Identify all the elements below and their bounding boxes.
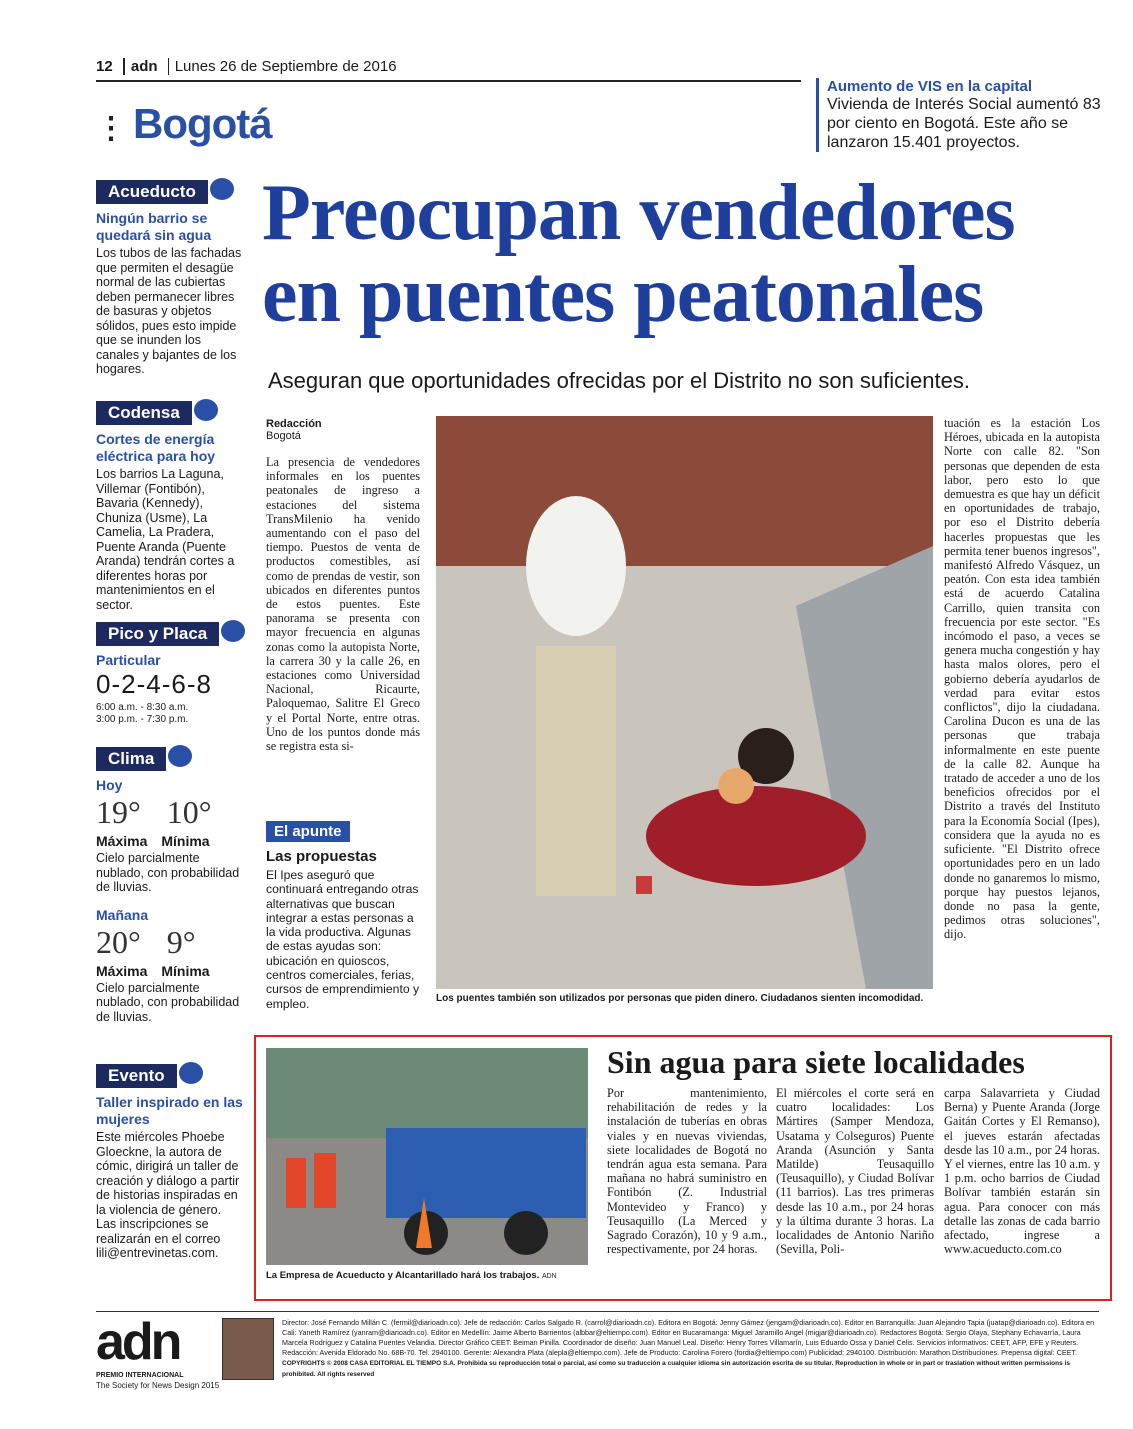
sidebar-codensa	[96, 401, 244, 612]
codensa-sub: Cortes de energía eléctrica para hoy	[96, 431, 216, 464]
apunte-title: Las propuestas	[266, 848, 377, 865]
brand-label: adn	[130, 58, 158, 75]
header-rule	[96, 80, 801, 82]
water-truck-image	[266, 1048, 588, 1265]
page-header	[96, 58, 397, 75]
chat-bubble-icon	[210, 178, 234, 200]
article-column-1: La presencia de vendedores informales en los puentes peatonales de ingreso a estaciones del sistema TransMilenio ha venido aumentando con el paso del tiempo. Puestos de venta de productos comestibles, así como de prendas de vestir, son ubicados en diferentes puntos de estos puentes. Este panorama se presenta con mayor frecuencia en algunas zonas como la autopista Norte, la carrera 30 y la calle 26, en estaciones como Universidad Nacional, Ricaurte, Paloquemao, Salitre El Greco y el Portal Norte, entre otras. Uno de los puntos donde más se registra esta si-	[266, 455, 420, 754]
sidebar-clima	[96, 747, 244, 1024]
codensa-text: Los barrios La Laguna, Villemar (Fontibón), Bavaria (Kennedy), Chuniza (Usme), La Camelia, La Pradera, Puente Aranda (Puente Aranda) tendrán cortes a diferentes horas por mantenimientos en el sector.	[96, 467, 235, 612]
evento-sub: Taller inspirado en las mujeres	[96, 1094, 243, 1127]
chat-bubble-icon	[194, 399, 218, 421]
section-dots-icon: ⋮	[96, 112, 125, 145]
byline: Redacción Bogotá	[266, 418, 322, 442]
manana-forecast: Cielo parcialmente nublado, con probabilidad de lluvias.	[96, 980, 240, 1024]
pico-hours-1: 6:00 a.m. - 8:30 a.m.	[96, 702, 189, 713]
min-label: Mínima	[161, 962, 210, 979]
water-photo	[266, 1048, 588, 1265]
sidebar-pico-placa	[96, 622, 244, 726]
acueducto-text: Los tubos de las fachadas que permiten el desagüe normal de las cubiertas deben permanecer libres de basuras y objetos sólidos, pues esto impide que se inunden los canales y bajantes de los hogares.	[96, 246, 242, 376]
chat-bubble-icon	[168, 745, 192, 767]
manana-max-temp: 20°	[96, 923, 141, 960]
apunte-label: El apunte	[266, 821, 350, 842]
main-photo	[436, 416, 933, 989]
clima-manana-label: Mañana	[96, 906, 149, 923]
pico-sub: Particular	[96, 652, 161, 668]
pico-numbers: 0-2-4-6-8	[96, 669, 212, 699]
vis-text: Vivienda de Interés Social aumentó 83 por ciento en Bogotá. Este año se lanzaron 15.401 proyectos.	[827, 96, 1101, 151]
award-line-1: PREMIO INTERNACIONAL	[96, 1372, 184, 1379]
manana-min-temp: 9°	[166, 923, 196, 960]
award-portrait-image	[222, 1318, 274, 1380]
max-label: Máxima	[96, 962, 148, 979]
evento-text: Este miércoles Phoebe Gloeckne, la autora de cómic, dirigirá un taller de creación y diálogo a partir de historias inspiradas en la violencia de género. Las inscripciones se realizarán en el correo lili@entrevinetas.com.	[96, 1130, 240, 1260]
clima-hoy-label: Hoy	[96, 777, 123, 793]
chat-bubble-icon	[179, 1062, 203, 1084]
water-title: Sin agua para siete localidades	[607, 1044, 1025, 1080]
page-number: 12	[96, 58, 113, 75]
vis-brief	[816, 78, 1107, 152]
hoy-max-temp: 19°	[96, 794, 141, 830]
award-line-2: The Society for News Design 2015	[96, 1381, 220, 1390]
bridge-scene-image	[436, 416, 933, 989]
evento-head: Evento	[96, 1064, 177, 1088]
min-label: Mínima	[161, 833, 210, 849]
footer-rule	[96, 1311, 1099, 1312]
footer-logo: adn	[96, 1313, 180, 1371]
footer-credits: Director: José Fernando Millán C. (fermil@diarioadn.co). Jefe de redacción: Carlos Salgado R. (carrol@diarioadn.co). Editora en Bogotá: Jenny Gámez (jengam@diarioadn.co). Editor en Barranquilla: Juan Alejandro Tapia (juatap@diarioadn.co). Editora en Cali: Yaneth Ramírez (yanram@diarioadn.co). Editor en Medellín: Jaime Alberto Barrientos (albbar@eltiempo.com). Editor en Bucaramanga: Miguel Jaramillo Angel (migjar@diarioadn.co). Redactores Bogotá: Sergio Olaya, Stephany Echavarría, Laura Marcela Rodríguez y Catalina Puentes Velandia. Director Gráfico CEET: Beiman Pinilla. Coordinador de diseño: Juan Manuel Leal. Diseño: Henry Torres Villamarín, Luis Eduardo Ossa y Daniel Celis. Servicios informativos: CEET, AFP, EFE y Reuters. Redacción: Avenida Eldorado No. 68B-70. Tel. 2940100. Gerente: Alexandra Plata (alepla@eltiempo.com). Jefe de Producto: Carolina Forero (fordia@eltiempo.com) Publicidad: 2940100. Distribución: Marathon Distribuciones. Prepensa digital: CEET. COPYRIGHTS © 2008 CASA EDITORIAL EL TIEMPO S.A. Prohibida su reproducción total o parcial, así como su traducción a cualquier idioma sin autorización escrita de su titular. Reproduction in whole or in part or traslation without written permissions is prohibited. All rights reserved	[282, 1318, 1095, 1378]
water-column-3: carpa Salavarrieta y Ciudad Berna) y Puente Aranda (Jorge Gaitán Cortes y El Remanso), el jueves estarán afectadas desde las 10 a.m., por 24 horas. Y el viernes, entre las 10 a.m. y 1 p.m. ocho barrios de Ciudad Bolívar también estarán sin agua. Para conocer con más detalle las zonas de cada barrio afectado, ingrese a www.acueducto.com.co	[944, 1086, 1100, 1257]
main-photo-caption: Los puentes también son utilizados por personas que piden dinero. Ciudadanos sienten incomodidad.	[436, 993, 924, 1004]
clima-head: Clima	[96, 747, 166, 771]
codensa-head: Codensa	[96, 401, 192, 425]
water-photo-caption: La Empresa de Acueducto y Alcantarillado hará los trabajos. ADN	[266, 1270, 557, 1281]
article-column-3: tuación es la estación Los Héroes, ubicada en la autopista Norte con calle 82. "Son personas que dependen de esta labor, pero esto lo que demuestra es que hay un déficit en oportunidades de trabajo, por eso el Distrito debería hacerles propuestas que les permita tener buenos ingresos", manifestó Alfredo Vásquez, un peatón. Con esta idea también está de acuerdo Catalina Carrillo, quien transita con frecuencia por este sector. "Es incómodo el paso, a veces se genera mucha congestión y hay hasta malos olores, pero el gobierno debería ayudarlos de verdad para evitar estos conflictos", dijo la ciudadana. Carolina Ducon es una de las personas que trabaja informalmente en este puente de la calle 82. Aunque ha tratado de acceder a uno de los beneficios ofrecidos por el Distrito a través del Instituto para la Economía Social (Ipes), considera que la ayuda no es suficiente. "El Distrito ofrece oportunidades pero en un lado donde no ganaremos lo mismo, porque hay puestos lejanos, donde no pasa la gente, pedimos otras soluciones", dijo.	[944, 416, 1100, 942]
acueducto-sub: Ningún barrio se quedará sin agua	[96, 210, 212, 243]
chat-bubble-icon	[221, 620, 245, 642]
main-subhead: Aseguran que oportunidades ofrecidas por el Distrito no son suficientes.	[268, 368, 970, 393]
water-column-2: El miércoles el corte será en cuatro localidades: Los Mártires (Samper Mendoza, Usatama y Colseguros) Puente Aranda (Asunción y Santa Matilde) Teusaquillo (Teusaquillo), y Ciudad Bolívar (11 barrios). Las tres primeras desde las 10 a.m., por 24 horas y la última durante 3 horas. La localidades de Antonio Nariño (Sevilla, Poli-	[776, 1086, 934, 1257]
section-title: ⋮ Bogotá	[96, 100, 272, 147]
apunte-text: El Ipes aseguró que continuará entregando otras alternativas que buscan integrar a estas personas a la vida productiva. Algunas de estas ayudas son: ubicación en quioscos, centros comerciales, ferias, cursos de emprendimiento y empleo.	[266, 868, 420, 1011]
hoy-forecast: Cielo parcialmente nublado, con probabilidad de lluvias.	[96, 851, 240, 894]
pico-head: Pico y Placa	[96, 622, 219, 646]
vis-title: Aumento de VIS en la capital	[827, 78, 1033, 95]
main-headline: Preocupan vendedores en puentes peatonales	[262, 169, 1015, 339]
acueducto-head: Acueducto	[96, 180, 208, 204]
pico-hours-2: 3:00 p.m. - 7:30 p.m.	[96, 714, 189, 725]
sidebar-evento	[96, 1064, 244, 1261]
issue-date: Lunes 26 de Septiembre de 2016	[174, 58, 397, 75]
max-label: Máxima	[96, 833, 148, 849]
sidebar-acueducto	[96, 180, 244, 377]
water-column-1: Por mantenimiento, rehabilitación de redes y la instalación de tuberías en obras viales y en nuevas viviendas, siete localidades de Bogotá no tendrán agua esta semana. Para mañana no habrá suministro en Fontibón (Z. Industrial Montevideo y Franco) y Teusaquillo (La Merced y Sagrado Corazón), 10 y 9 a.m., respectivamente, por 24 horas.	[607, 1086, 767, 1257]
hoy-min-temp: 10°	[166, 794, 212, 830]
